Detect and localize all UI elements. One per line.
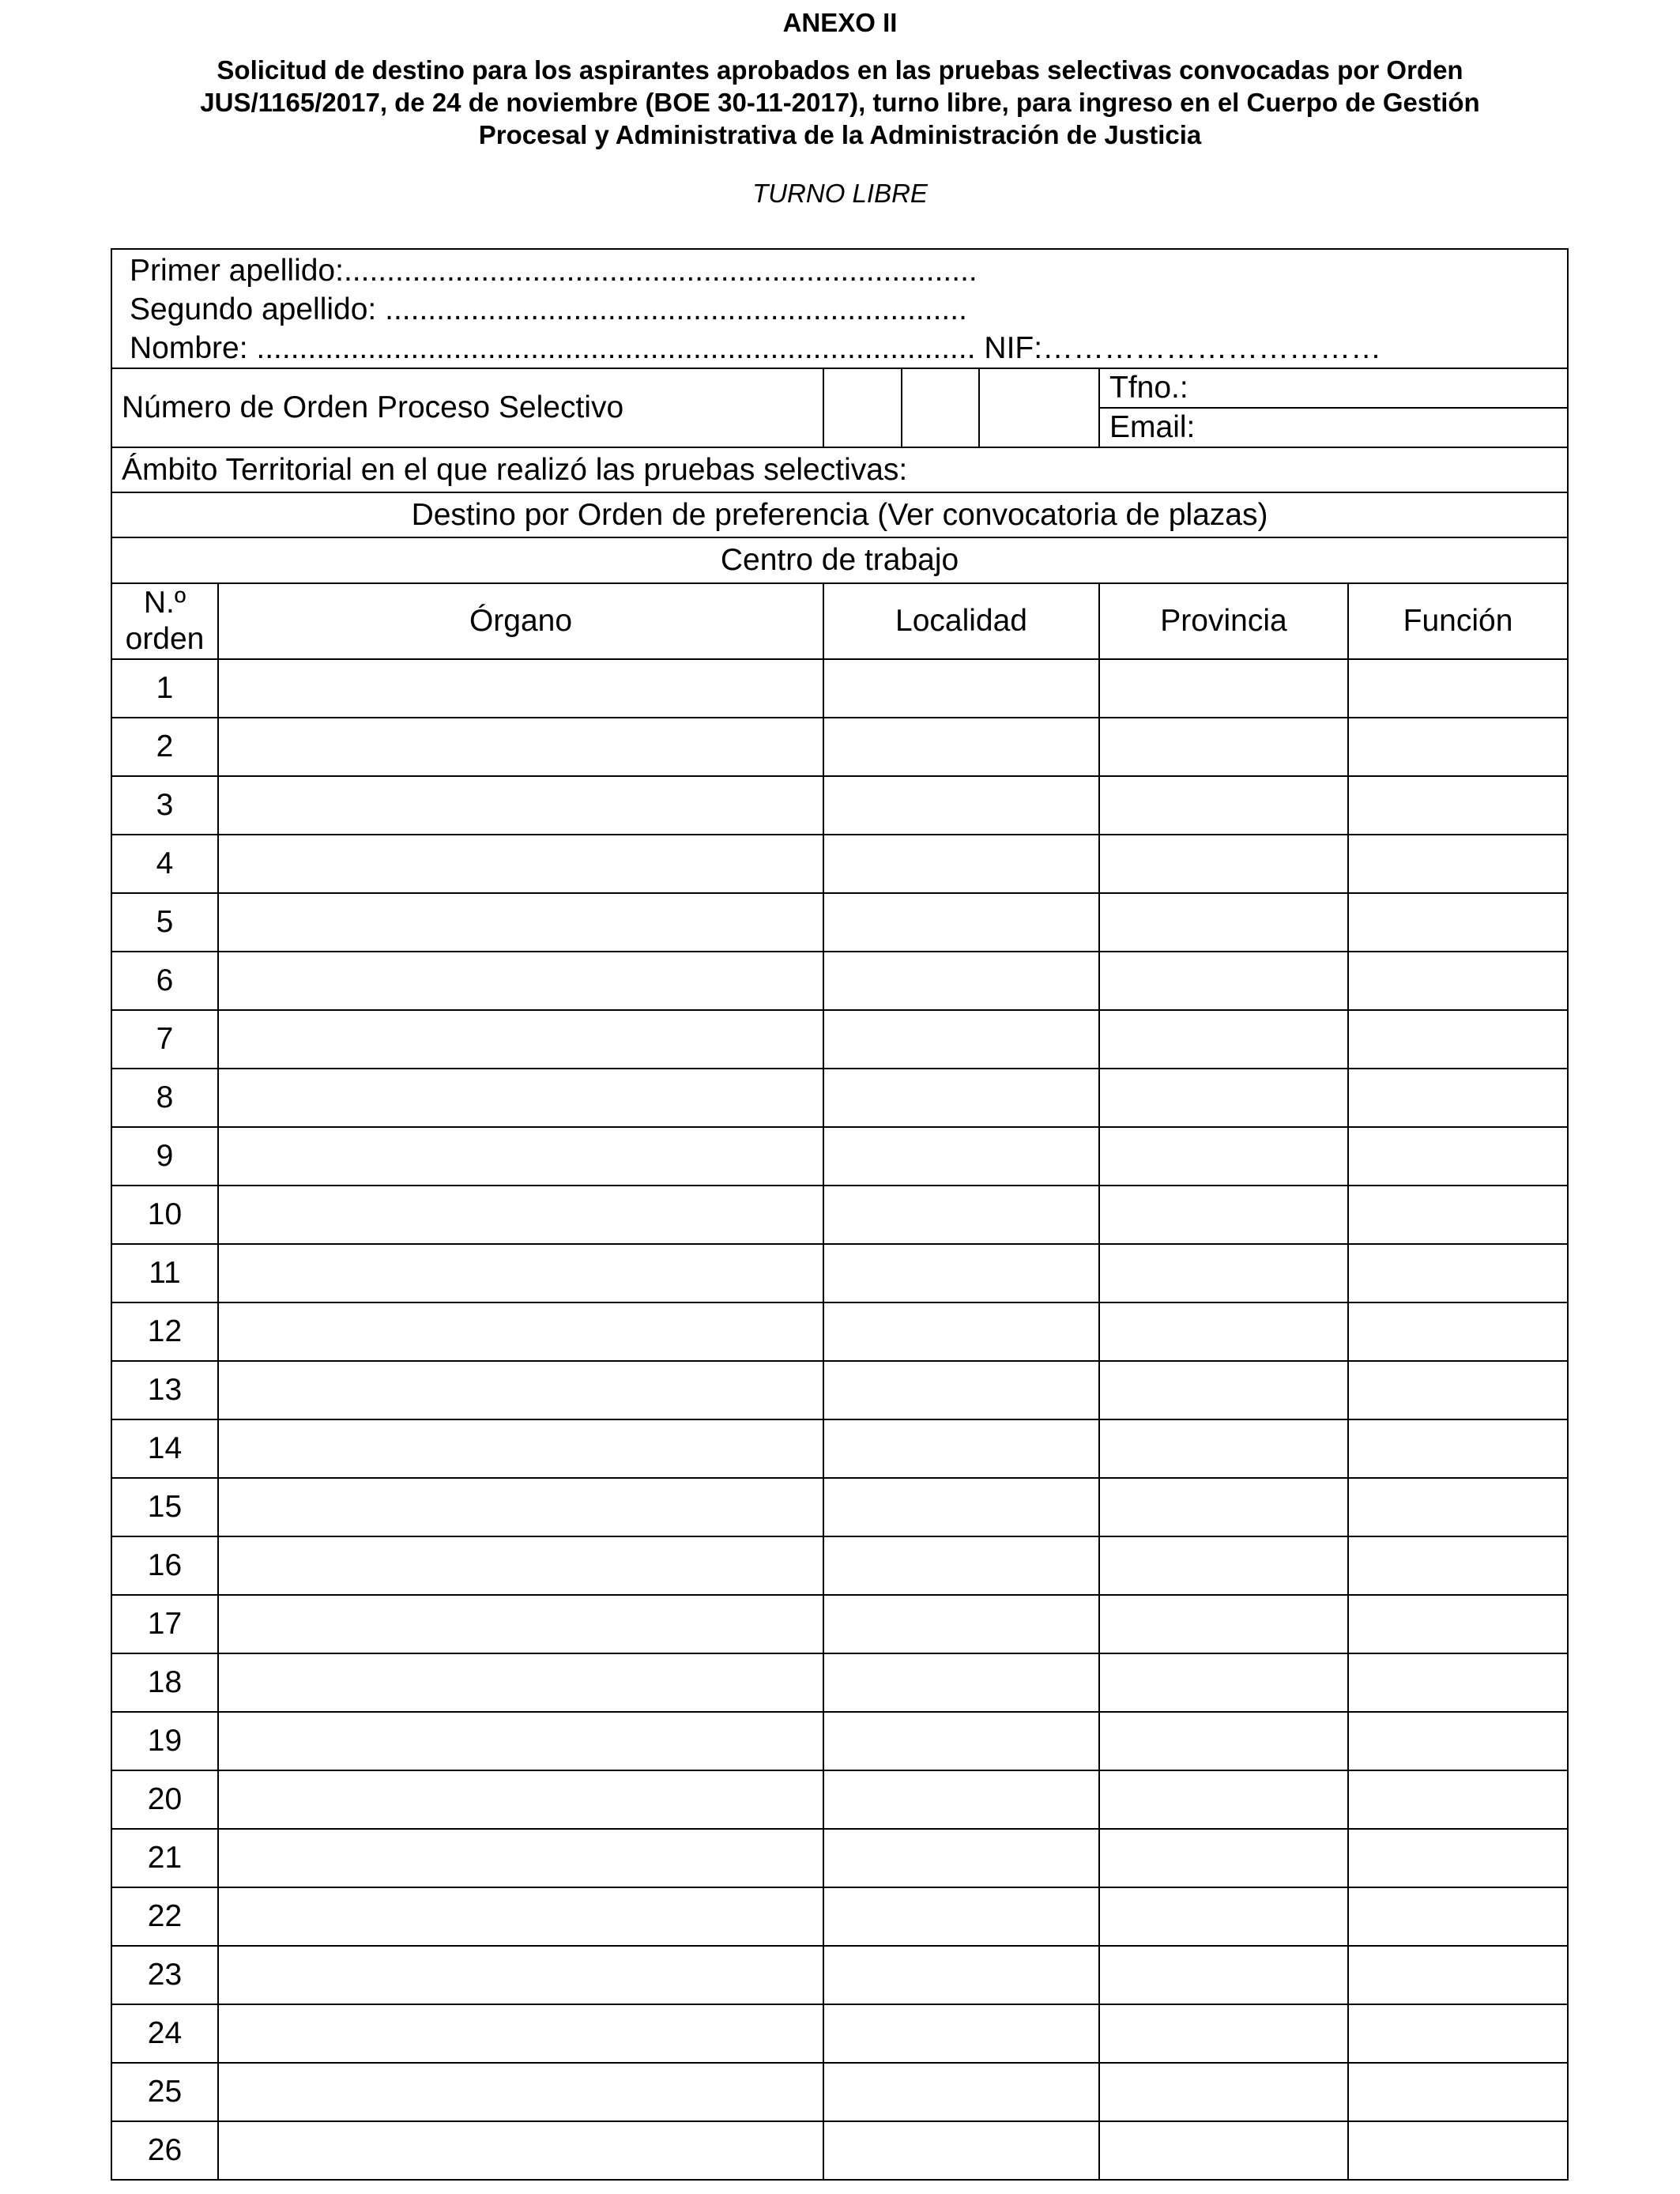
column-header-orden-line: N.º [143,586,186,620]
localidad-cell[interactable] [823,776,1099,835]
provincia-cell[interactable] [1099,659,1348,718]
organo-cell[interactable] [218,1478,823,1536]
funcion-cell[interactable] [1348,1419,1568,1478]
localidad-cell[interactable] [823,1244,1099,1302]
provincia-cell[interactable] [1099,1946,1348,2004]
row-number: 25 [111,2063,218,2121]
localidad-cell[interactable] [823,952,1099,1010]
funcion-cell[interactable] [1348,1302,1568,1361]
tfno-field[interactable]: Tfno.: [1099,368,1568,408]
provincia-cell[interactable] [1099,1127,1348,1186]
numero-orden-box[interactable] [823,368,902,447]
funcion-cell[interactable] [1348,1536,1568,1595]
organo-cell[interactable] [218,1536,823,1595]
funcion-cell[interactable] [1348,1069,1568,1127]
column-header-orden-line: orden [125,622,205,656]
funcion-cell[interactable] [1348,659,1568,718]
table-row [111,1419,1568,1478]
provincia-cell[interactable] [1099,1770,1348,1829]
organo-cell[interactable] [218,1186,823,1244]
funcion-cell[interactable] [1348,1361,1568,1419]
organo-cell[interactable] [218,1361,823,1419]
table-row [111,1595,1568,1653]
localidad-cell[interactable] [823,1186,1099,1244]
table-row [111,1361,1568,1419]
organo-cell[interactable] [218,1127,823,1186]
row-number: 7 [111,1010,218,1069]
destino-rows [111,659,1568,2180]
provincia-cell[interactable] [1099,2121,1348,2180]
organo-cell[interactable] [218,2121,823,2180]
segundo-apellido-field[interactable]: Segundo apellido: .................................................................... [130,292,967,326]
numero-orden-box[interactable] [902,368,979,447]
column-header-localidad: Localidad [823,583,1099,659]
provincia-cell[interactable] [1099,1244,1348,1302]
localidad-cell[interactable] [823,1127,1099,1186]
nombre-nif-line [130,329,1567,368]
funcion-cell[interactable] [1348,1712,1568,1770]
row-number: 19 [111,1712,218,1770]
table-row [111,2063,1568,2121]
provincia-cell[interactable] [1099,776,1348,835]
provincia-cell[interactable] [1099,1302,1348,1361]
provincia-cell[interactable] [1099,1069,1348,1127]
document-title-line: JUS/1165/2017, de 24 de noviembre (BOE 30-11-2017), turno libre, para ingreso en el Cuerpo de Gestión [200,88,1480,117]
table-row [111,1770,1568,1829]
ambito-territorial-field[interactable]: Ámbito Territorial en el que realizó las pruebas selectivas: [111,447,1568,492]
funcion-cell[interactable] [1348,2063,1568,2121]
turno-label: TURNO LIBRE [752,179,928,208]
localidad-cell[interactable] [823,1946,1099,2004]
table-row [111,1536,1568,1595]
table-row [111,1829,1568,1887]
provincia-cell[interactable] [1099,893,1348,952]
email-field[interactable]: Email: [1099,408,1568,447]
localidad-cell[interactable] [823,1419,1099,1478]
row-number: 6 [111,952,218,1010]
provincia-cell[interactable] [1099,835,1348,893]
organo-cell[interactable] [218,1829,823,1887]
centro-trabajo-header: Centro de trabajo [111,537,1568,583]
nombre-field[interactable]: Nombre: .................................................................................... [130,331,976,365]
organo-cell[interactable] [218,1595,823,1653]
localidad-cell[interactable] [823,659,1099,718]
funcion-cell[interactable] [1348,1244,1568,1302]
column-header-funcion: Función [1348,583,1568,659]
localidad-cell[interactable] [823,1770,1099,1829]
table-row [111,776,1568,835]
row-number: 5 [111,893,218,952]
organo-cell[interactable] [218,1712,823,1770]
row-number: 21 [111,1829,218,1887]
row-number: 22 [111,1887,218,1946]
organo-cell[interactable] [218,1653,823,1712]
organo-cell[interactable] [218,1244,823,1302]
table-row [111,1302,1568,1361]
row-number: 20 [111,1770,218,1829]
organo-cell[interactable] [218,1770,823,1829]
column-header-orden [111,583,218,659]
column-header-organo: Órgano [218,583,823,659]
numero-orden-label: Número de Orden Proceso Selectivo [111,368,823,447]
nif-field[interactable]: NIF:…………………………… [984,331,1382,365]
localidad-cell[interactable] [823,835,1099,893]
table-row [111,1244,1568,1302]
provincia-cell[interactable] [1099,2004,1348,2063]
document-title-line: Solicitud de destino para los aspirantes aprobados en las pruebas selectivas convocadas por Orden [217,55,1463,85]
organo-cell[interactable] [218,1419,823,1478]
funcion-cell[interactable] [1348,2004,1568,2063]
localidad-cell[interactable] [823,2004,1099,2063]
localidad-cell[interactable] [823,1361,1099,1419]
provincia-cell[interactable] [1099,2063,1348,2121]
localidad-cell[interactable] [823,1536,1099,1595]
table-row [111,1010,1568,1069]
funcion-cell[interactable] [1348,1770,1568,1829]
row-number: 3 [111,776,218,835]
organo-cell[interactable] [218,1010,823,1069]
localidad-cell[interactable] [823,2121,1099,2180]
funcion-cell[interactable] [1348,1829,1568,1887]
funcion-cell[interactable] [1348,893,1568,952]
funcion-cell[interactable] [1348,1010,1568,1069]
provincia-cell[interactable] [1099,1010,1348,1069]
provincia-cell[interactable] [1099,1536,1348,1595]
organo-cell[interactable] [218,1302,823,1361]
table-row [111,835,1568,893]
table-row [111,1712,1568,1770]
document-title [0,54,1680,151]
row-number: 12 [111,1302,218,1361]
column-header-provincia: Provincia [1099,583,1348,659]
organo-cell[interactable] [218,2063,823,2121]
funcion-cell[interactable] [1348,1478,1568,1536]
annex-title: ANEXO II [782,8,898,37]
provincia-cell[interactable] [1099,1595,1348,1653]
provincia-cell[interactable] [1099,1887,1348,1946]
localidad-cell[interactable] [823,1010,1099,1069]
table-row [111,1478,1568,1536]
funcion-cell[interactable] [1348,952,1568,1010]
organo-cell[interactable] [218,1946,823,2004]
funcion-cell[interactable] [1348,1595,1568,1653]
row-number: 9 [111,1127,218,1186]
funcion-cell[interactable] [1348,2121,1568,2180]
localidad-cell[interactable] [823,1478,1099,1536]
row-number: 8 [111,1069,218,1127]
row-number: 26 [111,2121,218,2180]
table-row [111,1127,1568,1186]
numero-orden-box[interactable] [979,368,1099,447]
row-number: 11 [111,1244,218,1302]
funcion-cell[interactable] [1348,1887,1568,1946]
localidad-cell[interactable] [823,1069,1099,1127]
destino-header: Destino por Orden de preferencia (Ver convocatoria de plazas) [111,492,1568,537]
funcion-cell[interactable] [1348,1127,1568,1186]
provincia-cell[interactable] [1099,1478,1348,1536]
row-number: 15 [111,1478,218,1536]
row-number: 2 [111,718,218,776]
organo-cell[interactable] [218,659,823,718]
organo-cell[interactable] [218,1069,823,1127]
localidad-cell[interactable] [823,1712,1099,1770]
row-number: 13 [111,1361,218,1419]
provincia-cell[interactable] [1099,718,1348,776]
organo-cell[interactable] [218,2004,823,2063]
table-row [111,2004,1568,2063]
table-row [111,1946,1568,2004]
organo-cell[interactable] [218,776,823,835]
table-row [111,1069,1568,1127]
primer-apellido-field[interactable]: Primer apellido:.......................................................................... [130,254,977,288]
provincia-cell[interactable] [1099,1653,1348,1712]
document-title-line: Procesal y Administrativa de la Administración de Justicia [478,120,1202,149]
organo-cell[interactable] [218,893,823,952]
localidad-cell[interactable] [823,1595,1099,1653]
provincia-cell[interactable] [1099,1419,1348,1478]
funcion-cell[interactable] [1348,1186,1568,1244]
table-row [111,1653,1568,1712]
localidad-cell[interactable] [823,1653,1099,1712]
funcion-cell[interactable] [1348,776,1568,835]
localidad-cell[interactable] [823,1302,1099,1361]
table-row [111,718,1568,776]
provincia-cell[interactable] [1099,1186,1348,1244]
organo-cell[interactable] [218,718,823,776]
localidad-cell[interactable] [823,2063,1099,2121]
funcion-cell[interactable] [1348,718,1568,776]
localidad-cell[interactable] [823,893,1099,952]
row-number: 4 [111,835,218,893]
provincia-cell[interactable] [1099,1361,1348,1419]
organo-cell[interactable] [218,952,823,1010]
table-row [111,952,1568,1010]
funcion-cell[interactable] [1348,835,1568,893]
funcion-cell[interactable] [1348,1653,1568,1712]
organo-cell[interactable] [218,835,823,893]
row-number: 18 [111,1653,218,1712]
table-row [111,1186,1568,1244]
provincia-cell[interactable] [1099,952,1348,1010]
row-number: 10 [111,1186,218,1244]
application-form-table [111,248,1569,2181]
table-row [111,659,1568,718]
row-number: 23 [111,1946,218,2004]
provincia-cell[interactable] [1099,1829,1348,1887]
row-number: 16 [111,1536,218,1595]
table-row [111,2121,1568,2180]
localidad-cell[interactable] [823,718,1099,776]
table-row [111,1887,1568,1946]
funcion-cell[interactable] [1348,1946,1568,2004]
localidad-cell[interactable] [823,1829,1099,1887]
organo-cell[interactable] [218,1887,823,1946]
personal-data-cell [111,249,1568,368]
provincia-cell[interactable] [1099,1712,1348,1770]
row-number: 24 [111,2004,218,2063]
row-number: 1 [111,659,218,718]
table-row [111,893,1568,952]
localidad-cell[interactable] [823,1887,1099,1946]
row-number: 17 [111,1595,218,1653]
row-number: 14 [111,1419,218,1478]
